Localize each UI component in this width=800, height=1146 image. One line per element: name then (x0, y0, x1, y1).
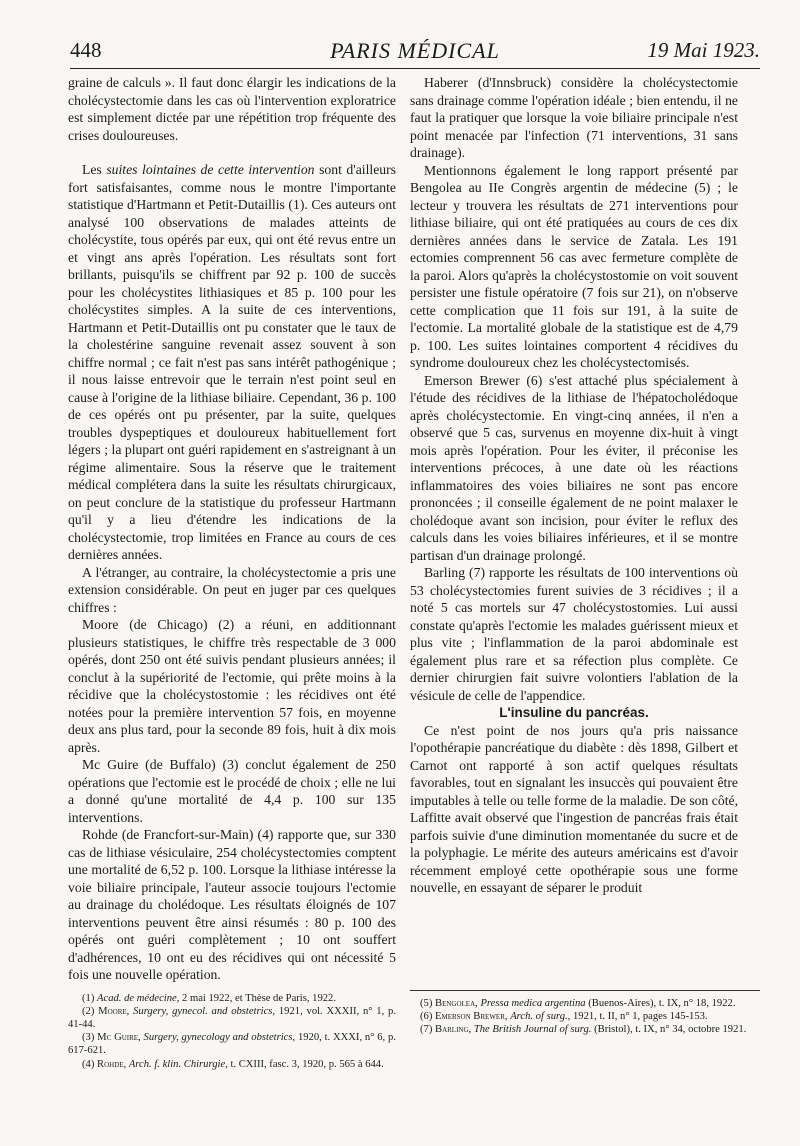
paragraph: Emerson Brewer (6) s'est attaché plus spécialement à l'étude des récidives de la lithiase de l'hépatocholédoque après cholécystectomie. En vingt-cinq années, il n'en a observé que 5 cas, survenus en moyenne dix-huit à vingt mois après l'opération. Pour les éviter, il préconise les interventions précoces, à une date où les réactions inflammatoires des voies biliaires ne sont pas encore prononcées ; il conseille également de ne point malaxer le cholédoque avant son incision, pour éviter le reflux des calculs dans les voies biliaires inférieures, et il se montre partisan d'un drainage prolongé. (410, 372, 738, 563)
paragraph: Barling (7) rapporte les résultats de 100 interventions où 53 cholécystectomies furent suivies de 3 récidives ; il a noté 5 cas mortels sur 47 cholécystostomies. Lui aussi constate qu'après l'ectomie les malades guérissent mieux et plus vite ; l'inflammation de la paroi abdominale est également plus rare et sa réfection plus complète. Ce dernier chirurgien fait suivre volontiers l'ablation de la vésicule de celle de l'appendice. (410, 565, 738, 703)
paragraph: Les suites lointaines de cette intervention sont d'ailleurs fort satisfaisantes, comme nous le montre l'importante statistique d'Hartmann et Petit-Dutaillis (1). Ces auteurs ont analysé 100 observations de malades atteints de cholécystite, tous opérés par eux, qui ont été revus entre un et vingt ans après l'opération. Les résultats sont fort brillants, puisqu'ils se chiffrent par 92 p. 100 de succès pour les cholécystites lithiasiques et 85 p. 100 pour les cholécystites simples. A la suite de ces interventions, Hartmann et Petit-Dutaillis ont pu constater que le taux de la cholestérine sanguine revenait assez souvent à son chiffre normal ; ce fait n'est pas sans intérêt pathogénique ; il nous laisse entrevoir que le terrain n'est point seul en cause à l'origine de la lithiase biliaire. Cependant, 36 p. 100 de ces opérés ont pu présenter, par la suite, quelques troubles dyspeptiques et douloureux habituellement fort légers ; la plupart ont guéri rapidement en s'astreignant à un régime alimentaire. Sous la réserve que le traitement médical complétera dans la suite les résultats chirurgicaux, on peut conclure de la statistique du professeur Hartmann qu'il y a lieu d'étendre les indications de la cholécystectomie, trop limitées en France au cours de ces dernières années. (68, 162, 397, 562)
footnote-1: (1) Acad. de médecine, 2 mai 1922, et Thèse de Paris, 1922. (82, 992, 337, 1004)
page-header (70, 36, 760, 69)
paragraph: Moore (de Chicago) (2) a réuni, en additionnant plusieurs statistiques, le chiffre très respectable de 3 000 opérés, dont 250 ont été suivis pendant plusieurs années; il conclut à la supériorité de l'ectomie, qui prête moins à la récidive que la cholécystostomie : les récidives ont été notées pour la première intervention 57 fois, en moyenne deux ans plus tard, pour la seconde 89 fois, huit à dix mois après. (68, 617, 396, 755)
footnote-5: (5) Bengolea, Pressa medica argentina (Buenos-Aires), t. IX, n° 18, 1922. (420, 998, 736, 1009)
paragraph: Mentionnons également le long rapport présenté par Bengolea au IIe Congrès argentin de médecine (5) ; le lecteur y trouvera les résultats de 271 interventions pour lithiase biliaire, qui ont été pratiquées au cours de ces dix dernières années dans le service de Zatala. Les 191 ectomies comprennent 56 cas avec fermeture complète de la paroi. Alors qu'après la cholécystostomie on voit souvent persister une fistule opératoire (7 fois sur 21), on n'observe cette complication que 11 fois sur 191, à la suite de l'ectomie. La mortalité globale de la statistique est de 4,79 p. 100. Les suites lointaines comportent 4 récidives du syndrome douloureux chez les cholécystectomisés. (410, 162, 738, 370)
paragraph: graine de calculs ». Il faut donc élargir les indications de la cholécystectomie dans les cas où l'intervention exploratrice est simplement dictée par une répétition trop fréquente des crises douloureuses. (68, 75, 396, 143)
paragraph: Ce n'est point de nos jours qu'a pris naissance l'opothérapie pancréatique du diabète : dès 1898, Gilbert et Carnot ont rapporté à son actif quelques résultats favorables, tout en signalant les insuccès qui pouvaient être imputables à telle ou telle forme de la maladie. De son côté, Laffitte avait observé que l'ingestion de pancréas frais était parfois suivie d'une diminution momentanée du sucre et de la polyphagie. Le mérite des auteurs américains est d'avoir récemment employé cette opothérapie sous une forme nouvelle, en essayant de séparer le produit (410, 722, 738, 895)
left-column (68, 74, 396, 1071)
issue-date: 19 Mai 1923. (647, 38, 760, 62)
footnote-2: (2) Moore, Surgery, gynecol. and obstetrics, 1921, vol. XXXII, n° 1, p. 41-44. (68, 1005, 396, 1030)
italic-phrase: suites lointaines de cette intervention (106, 162, 315, 177)
section-heading: L'insuline du pancréas. (499, 705, 649, 720)
right-column (410, 74, 738, 897)
paragraph: A l'étranger, au contraire, la cholécystectomie a pris une extension considérable. On peut en juger par ces quelques chiffres : (68, 564, 396, 615)
right-footnotes (410, 990, 760, 1037)
paragraph: Haberer (d'Innsbruck) considère la cholécystectomie sans drainage comme l'opération idéale ; bien entendu, il ne faut la pratiquer que lorsque la voie biliaire principale n'est point menacée par l'infection (71 interventions, 31 sans drainage). (410, 75, 738, 160)
footnote-6: (6) Emerson Brewer, Arch. of surg., 1921, t. II, n° 1, pages 145-153. (420, 1011, 708, 1023)
paragraph: Rohde (de Francfort-sur-Main) (4) rapporte que, sur 330 cas de lithiase vésiculaire, 254 cholécystectomies comptent une mortalité de 6,52 p. 100. Lorsque la lithiase intéresse la voie biliaire principale, l'auteur associe toujours l'ectomie au drainage du cholédoque. Les résultats éloignés de 107 interventions peuvent être ainsi résumés : 80 p. 100 des opérés ont guéri complètement ; 10 ont souffert d'adhérences, 10 ont eu des récidives qui ont nécessité 5 fois une nouvelle opération. (68, 827, 396, 982)
journal-title: PARIS MÉDICAL (330, 38, 500, 63)
footnote-7: (7) Barling, The British Journal of surg. (Bristol), t. IX, n° 34, octobre 1921. (420, 1024, 747, 1036)
paragraph: Mc Guire (de Buffalo) (3) conclut également de 250 opérations que l'ectomie est le procédé de choix ; elle ne lui a donné qu'une mortalité de 4,4 p. 100 sur 135 interventions. (68, 757, 396, 825)
footnote-4: (4) Rohde, Arch. f. klin. Chirurgie, t. CXIII, fasc. 3, 1920, p. 565 à 644. (82, 1058, 384, 1070)
footnote-3: (3) Mc Guire, Surgery, gynecology and obstetrics, 1920, t. XXXI, n° 6, p. 617-621. (68, 1032, 396, 1057)
page-number: 448 (70, 38, 102, 62)
